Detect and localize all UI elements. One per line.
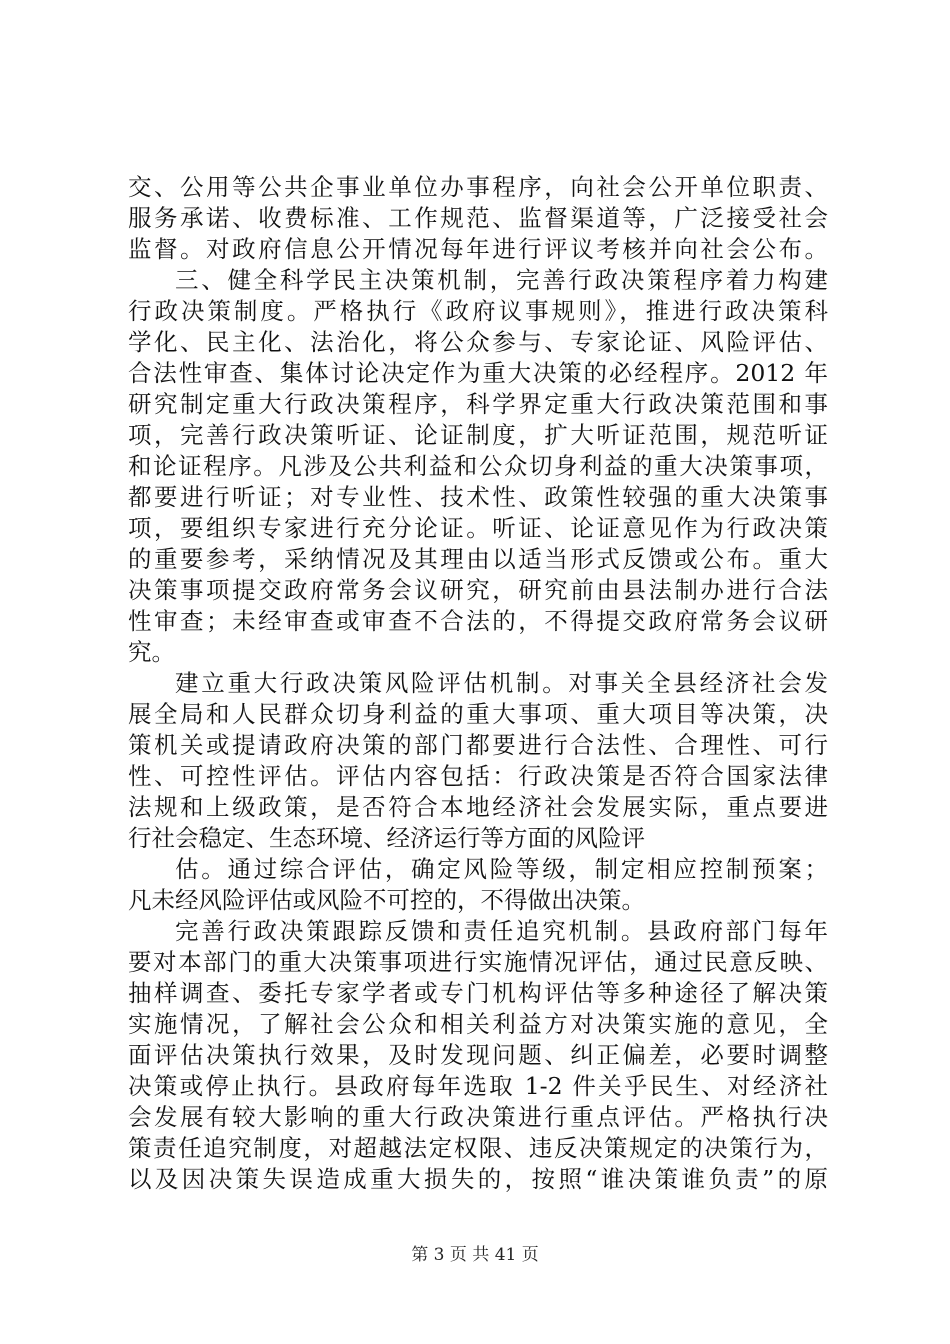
text-line: 以及因决策失误造成重大损失的，按照“谁决策谁负责”的原 — [128, 1165, 828, 1193]
text-line: 面评估决策执行效果，及时发现问题、纠正偏差，必要时调整 — [128, 1041, 828, 1069]
text-line: 交、公用等公共企事业单位办事程序，向社会公开单位职责、 — [128, 173, 828, 201]
text-line: 的重要参考，采纳情况及其理由以适当形式反馈或公布。重大 — [128, 545, 828, 573]
page-footer: 第 3 页 共 41 页 — [411, 1245, 539, 1265]
text-line: 要对本部门的重大决策事项进行实施情况评估，通过民意反映、 — [128, 948, 828, 976]
text-line: 都要进行听证；对专业性、技术性、政策性较强的重大决策事 — [128, 483, 828, 511]
text-line: 策机关或提请政府决策的部门都要进行合法性、合理性、可行 — [128, 731, 828, 759]
text-line: 研究制定重大行政决策程序，科学界定重大行政决策范围和事 — [128, 390, 828, 418]
text-line: 学化、民主化、法治化，将公众参与、专家论证、风险评估、 — [128, 328, 828, 356]
text-line: 三、健全科学民主决策机制，完善行政决策程序着力构建 — [175, 266, 828, 294]
text-line: 究。 — [128, 638, 175, 666]
text-line: 性、可控性评估。评估内容包括：行政决策是否符合国家法律 — [128, 762, 828, 790]
text-line: 行政决策制度。严格执行《政府议事规则》，推进行政决策科 — [128, 297, 828, 325]
text-line: 和论证程序。凡涉及公共利益和公众切身利益的重大决策事项， — [128, 452, 828, 480]
text-line: 完善行政决策跟踪反馈和责任追究机制。县政府部门每年 — [175, 917, 828, 945]
text-line: 会发展有较大影响的重大行政决策进行重点评估。严格执行决 — [128, 1103, 828, 1131]
text-line: 性审查；未经审查或审查不合法的，不得提交政府常务会议研 — [128, 607, 828, 635]
text-line: 服务承诺、收费标准、工作规范、监督渠道等，广泛接受社会 — [128, 204, 828, 232]
text-line: 法规和上级政策，是否符合本地经济社会发展实际，重点要进 — [128, 793, 828, 821]
text-line: 策责任追究制度，对超越法定权限、违反决策规定的决策行为， — [128, 1134, 828, 1162]
document-body — [128, 172, 828, 1195]
text-line: 建立重大行政决策风险评估机制。对事关全县经济社会发 — [175, 669, 828, 697]
text-line: 展全局和人民群众切身利益的重大事项、重大项目等决策，决 — [128, 700, 828, 728]
text-line: 监督。对政府信息公开情况每年进行评议考核并向社会公布。 — [128, 235, 828, 263]
text-line: 合法性审查、集体讨论决定作为重大决策的必经程序。2012 年 — [128, 359, 828, 387]
text-line: 决策事项提交政府常务会议研究，研究前由县法制办进行合法 — [128, 576, 828, 604]
text-line: 抽样调查、委托专家学者或专门机构评估等多种途径了解决策 — [128, 979, 828, 1007]
text-line: 项，要组织专家进行充分论证。听证、论证意见作为行政决策 — [128, 514, 828, 542]
text-line: 决策或停止执行。县政府每年选取 1-2 件关乎民生、对经济社 — [128, 1072, 828, 1100]
text-line: 项，完善行政决策听证、论证制度，扩大听证范围，规范听证 — [128, 421, 828, 449]
text-line: 实施情况，了解社会公众和相关利益方对决策实施的意见，全 — [128, 1010, 828, 1038]
text-line: 估。通过综合评估，确定风险等级，制定相应控制预案； — [175, 855, 828, 883]
text-line: 凡未经风险评估或风险不可控的，不得做出决策。 — [128, 886, 645, 914]
text-line: 行社会稳定、生态环境、经济运行等方面的风险评 — [128, 824, 645, 852]
